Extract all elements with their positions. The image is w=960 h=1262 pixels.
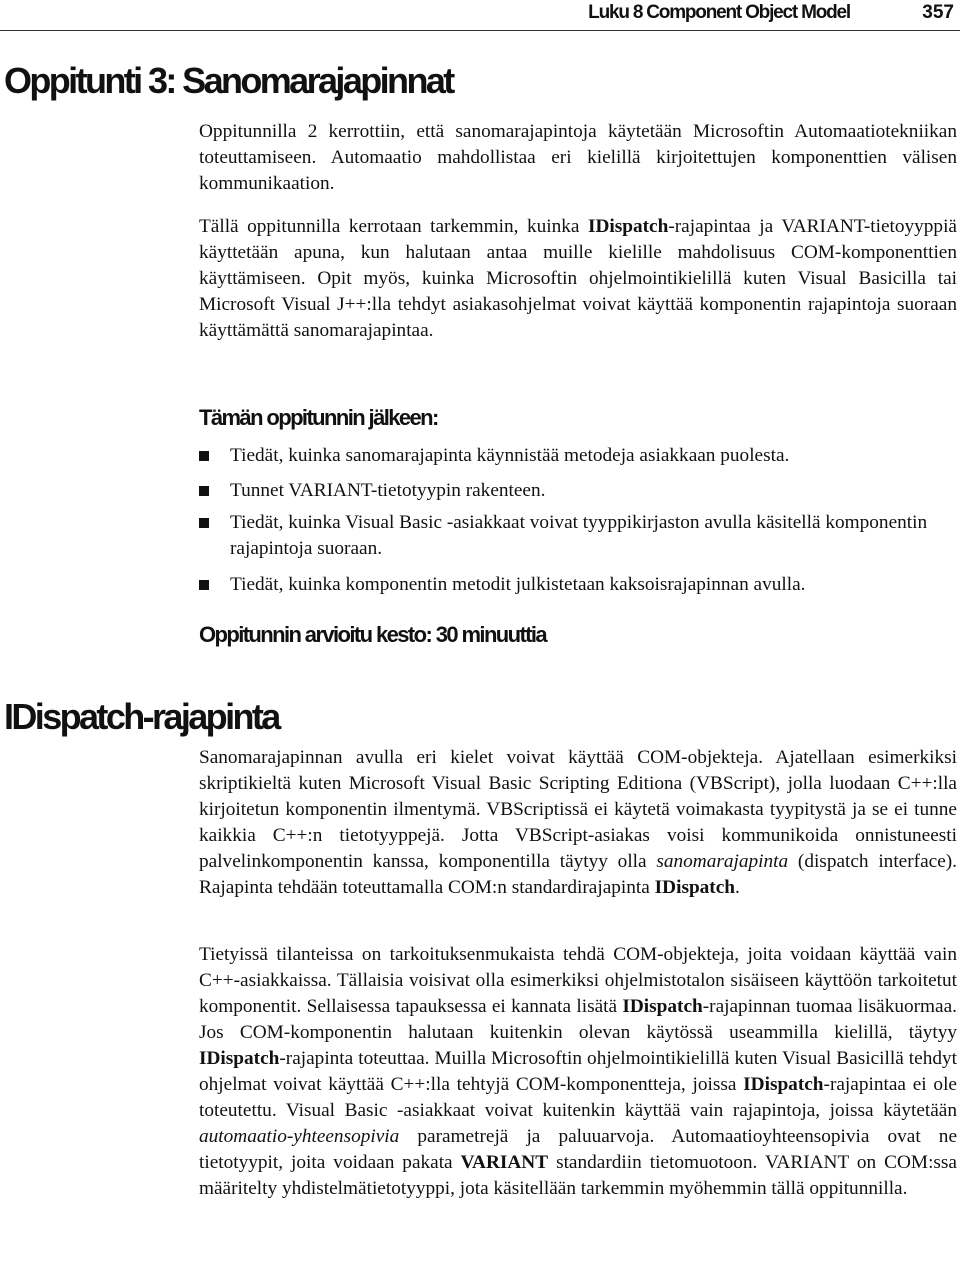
running-header <box>0 0 960 32</box>
section-paragraph-1: Sanomarajapinnan avulla eri kielet voivat käyttää COM-objekteja. Ajatellaan esimerkiksi skriptikieltä kuten Microsoft Visual Basic Scripting Editiona (VBScript), jolla luodaan C++:lla kirjoitetun komponentin ilmentymä. VBScriptissä ei käytetä voimakasta tyypitystä ja se ei tunne kaikkia C++:n tietotyyppejä. Jotta VBScript-asiakas voisi kommunikoida onnistuneesti palvelinkomponentin kanssa, komponentilla täytyy olla sanomarajapinta (dispatch interface). Rajapinta tehdään toteuttamalla COM:n standardirajapinta IDispatch. <box>199 747 957 898</box>
section-paragraph-2: Tietyissä tilanteissa on tarkoituksenmukaista tehdä COM-objekteja, joita voidaan käyttää vain C++-asiakkaissa. Tällaisia voisivat olla esimerkiksi ohjelmistotalon sisäiseen käyttöön tarkoitetut komponentit. Sellaisessa tapauksessa ei kannata lisätä IDispatch-rajapinnan tuomaa lisäkuormaa. Jos COM-komponentin halutaan kuitenkin olevan käytössä useammilla kielillä, täytyy IDispatch-rajapinta toteuttaa. Muilla Microsoftin ohjelmointikielillä kuten Visual Basicillä tehdyt ohjelmat voivat käyttää C++:lla tehtyjä COM-komponentteja, joissa IDispatch-rajapintaa ei ole toteutettu. Visual Basic -asiakkaat voivat kuitenkin käyttää vain rajapintoja, joissa käytetään automaatio-yhteensopivia parametrejä ja paluuarvoja. Automaatioyhteensopivia ovat ne tietotyypit, joita voidaan pakata VARIANT standardiin tietomuotoon. VARIANT on COM:ssa määritelty yhdistelmätietotyyppi, jota käsitellään tarkemmin myöhemmin tällä oppitunnilla. <box>199 944 957 1199</box>
square-bullet-icon <box>199 486 209 496</box>
square-bullet-icon <box>199 580 209 590</box>
intro-paragraph-2: Tällä oppitunnilla kerrotaan tarkemmin, kuinka IDispatch-rajapintaa ja VARIANT-tietoyyppiä käyttetään apuna, kun halutaan antaa muille kielille mahdolisuus COM-komponenttien käyttämiseen. Opit myös, kuinka Microsoftin ohjelmointikielillä kuten Visual Basicilla tai Microsoft Visual J++:lla tehdyt asiakasohjelmat voivat käyttää komponentin rajapintoja suoraan käyttämättä sanomarajapintaa. <box>199 216 957 341</box>
header-rule <box>0 30 960 31</box>
duration-heading: Oppitunnin arvioitu kesto: 30 minuuttia <box>199 622 547 647</box>
after-lesson-heading: Tämän oppitunnin jälkeen: <box>199 405 438 430</box>
page-number: 357 <box>922 2 954 23</box>
square-bullet-icon <box>199 518 209 528</box>
lesson-title: Oppitunti 3: Sanomarajapinnat <box>4 60 453 101</box>
intro-paragraph-1: Oppitunnilla 2 kerrottiin, että sanomarajapintoja käytetään Microsoftin Automaatiotekniikan toteuttamiseen. Automaatio mahdollistaa eri kielillä kirjoitettujen komponenttien välisen kommunikaation. <box>199 121 957 194</box>
square-bullet-icon <box>199 451 209 461</box>
section-title: IDispatch-rajapinta <box>4 696 279 737</box>
chapter-title: Luku 8 Component Object Model <box>588 2 850 23</box>
